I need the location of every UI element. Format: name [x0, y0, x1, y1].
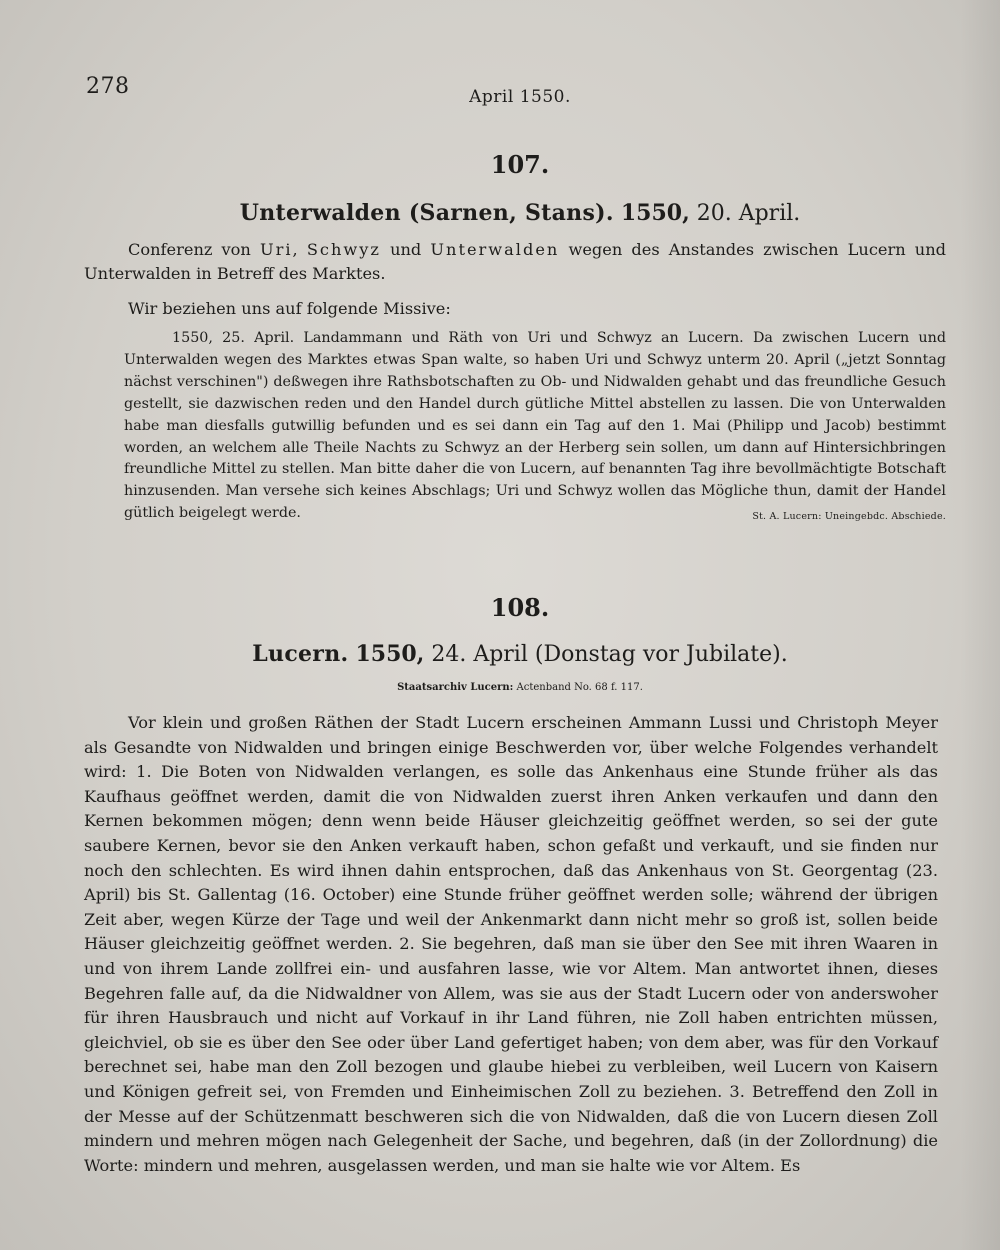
document-heading-107 — [0, 200, 1000, 226]
running-title: April 1550. — [469, 87, 571, 107]
intro-text: Conferenz von — [128, 240, 260, 259]
heading-place: Unterwalden (Sarnen, Stans). — [239, 200, 614, 226]
missive-text: 1550, 25. April. Landammann und Räth von Uri und Schwyz an Lucern. Da zwischen Lucern und Unterwalden wegen des Marktes etwas Span walte, so haben Uri und Schwyz unterm 20. April („jetzt Sonntag nächst verschinen") deßwegen ihre Rathsbotschaften zu Ob- und Nidwalden gehabt und das freundliche Gesuch gestellt, sie dazwischen reden und den Handel durch gütliche Mittel abstellen zu lassen. Die von Unterwalden habe man diesfalls gutwillig befunden und es sei dann ein Tag auf den 1. Mai (Philipp und Jacob) bestimmt worden, an welchem alle Theile Nachts zu Schwyz an der Herberg sein sollen, um dann auf Hintersichbringen freundliche Mittel zu stellen. Man bitte daher die von Lucern, auf benannten Tag ihre bevollmächtigte Botschaft hinzusenden. Man versehe sich keines Abschlags; Uri und Schwyz wollen das Mögliche thun, damit der Handel gütlich beigelegt werde. — [124, 330, 946, 522]
heading-date: 24. April — [431, 642, 528, 667]
page-edge-shadow — [960, 0, 1000, 1250]
intro-rest: wegen des Anstandes zwischen Lucern und Unterwalden in Betreff des Marktes. — [84, 240, 946, 283]
missive-quote — [124, 328, 946, 528]
page-number: 278 — [86, 74, 130, 99]
intro-unterwalden: Unterwalden — [430, 240, 560, 259]
intro-and: und — [380, 240, 431, 259]
proceedings-text: Vor klein und großen Räthen der Stadt Lucern erscheinen Ammann Lussi und Christoph Meyer als Gesandte von Nidwalden und bringen einige Beschwerden vor, über welche Folgendes verhandelt wird: 1. Die Boten von Nidwalden verlangen, es solle das Ankenhaus eine Stunde früher als das Kaufhaus geöffnet werden, damit die von Nidwalden zuerst ihren Anken verkaufen und dann den Kernen bekommen mögen; denn wenn beide Häuser gleichzeitig geöffnet werden, so sei der gute saubere Kernen, bevor sie den Anken verkauft haben, schon gefaßt und verkauft, und sie finden nur noch den schlechten. Es wird ihnen dahin entsprochen, daß das Ankenhaus von St. Georgentag (23. April) bis St. Gallentag (16. October) eine Stunde früher geöffnet werden solle; während der übrigen Zeit aber, wegen Kürze der Tage und weil der Ankenmarkt dann nicht mehr so groß ist, sollen beide Häuser gleichzeitig geöffnet werden. 2. Sie begehren, daß man sie über den See mit ihren Waaren in und von ihrem Lande zollfrei ein- und ausfahren lasse, wie vor Altem. Man antwortet ihnen, dieses Begehren falle auf, da die Nidwaldner von Allem, was sie aus der Stadt Lucern oder von anderswoher für ihren Hausbrauch und nicht auf Vorkauf in ihr Land führen, nie Zoll haben entrichten müssen, gleichviel, ob sie es über den See oder über Land gefertiget haben; von dem aber, was für den Vorkauf berechnet sei, habe man den Zoll bezogen und glaube hiebei zu verbleiben, weil Lucern von Kaisern und Königen gefreit sei, von Fremden und Einheimischen Zoll zu beziehen. 3. Betreffend den Zoll in der Messe auf der Schützenmatt beschweren sich die von Nidwalden, daß die von Lucern diesen Zoll mindern und mehren mögen nach Gelegenheit der Sache, und begehren, daß (in der Zollordnung) die Worte: mindern und mehren, ausgelassen werden, und man sie halte wie vor Altem. Es — [84, 713, 938, 1175]
archive-citation: St. A. Lucern: Uneingebdc. Abschiede. — [752, 511, 946, 523]
intro-comma: , — [292, 240, 307, 259]
heading-date: 20. April. — [696, 201, 801, 226]
source-ref: Actenband No. 68 f. 117. — [516, 682, 643, 693]
proceedings-body — [84, 711, 938, 1178]
heading-place: Lucern. — [252, 641, 349, 667]
missive-lead: Wir beziehen uns auf folgende Missive: — [128, 299, 451, 318]
conference-intro — [84, 238, 946, 286]
source-reference — [0, 682, 1000, 693]
intro-uri: Uri — [259, 240, 293, 259]
document-number-108: 108. — [490, 593, 550, 622]
intro-schwyz: Schwyz — [306, 240, 381, 259]
heading-year: 1550, — [355, 641, 425, 667]
heading-year: 1550, — [620, 200, 690, 226]
document-number-107: 107. — [490, 150, 550, 179]
document-heading-108 — [0, 641, 1000, 667]
heading-date-note: (Donstag vor Jubilate). — [534, 642, 788, 667]
source-label: Staatsarchiv Lucern: — [397, 682, 514, 693]
